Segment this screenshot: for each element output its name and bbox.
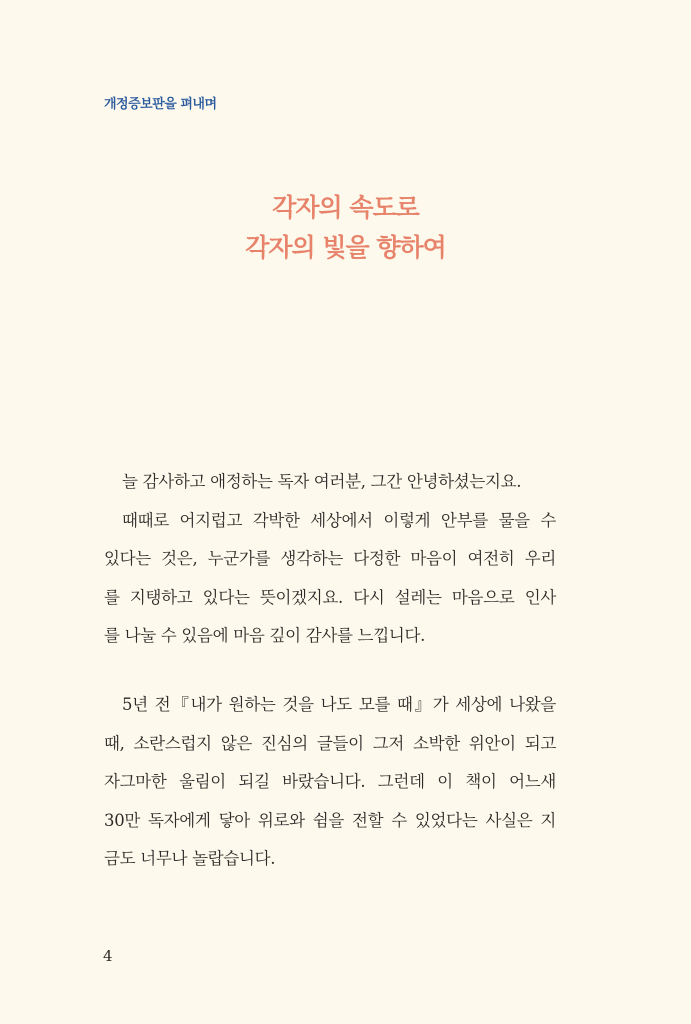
paragraph-line: 자그마한 울림이 되길 바랐습니다. 그런데 이 책이 어느새	[104, 772, 556, 791]
paragraph-line: 5년 전『내가 원하는 것을 나도 모를 때』가 세상에 나왔을	[122, 695, 556, 714]
paragraph-line: 30만 독자에게 닿아 위로와 쉼을 전할 수 있었다는 사실은 지	[104, 810, 556, 830]
chapter-title-line-1: 각자의 속도로	[272, 193, 419, 222]
paragraph-line: 를 지탱하고 있다는 뜻이겠지요. 다시 설레는 마음으로 인사	[104, 587, 556, 607]
chapter-title	[0, 188, 691, 268]
paragraph-2	[104, 686, 556, 879]
page-number: 4	[103, 947, 113, 965]
paragraph-line: 를 나눌 수 있음에 마음 깊이 감사를 느낍니다.	[104, 626, 426, 645]
paragraph-line: 때때로 어지럽고 각박한 세상에서 이렇게 안부를 물을 수	[122, 510, 556, 530]
paragraph-line: 늘 감사하고 애정하는 독자 여러분, 그간 안녕하셨는지요.	[122, 472, 522, 491]
paragraph-line: 때, 소란스럽지 않은 진심의 글들이 그저 소박한 위안이 되고	[104, 733, 556, 753]
section-label: 개정증보판을 펴내며	[104, 97, 217, 112]
paragraph-line: 금도 너무나 놀랍습니다.	[104, 849, 276, 868]
paragraph-line: 있다는 것은, 누군가를 생각하는 다정한 마음이 여전히 우리	[104, 549, 556, 568]
paragraph-1	[104, 463, 556, 656]
chapter-title-line-2: 각자의 빛을 향하여	[245, 233, 446, 262]
